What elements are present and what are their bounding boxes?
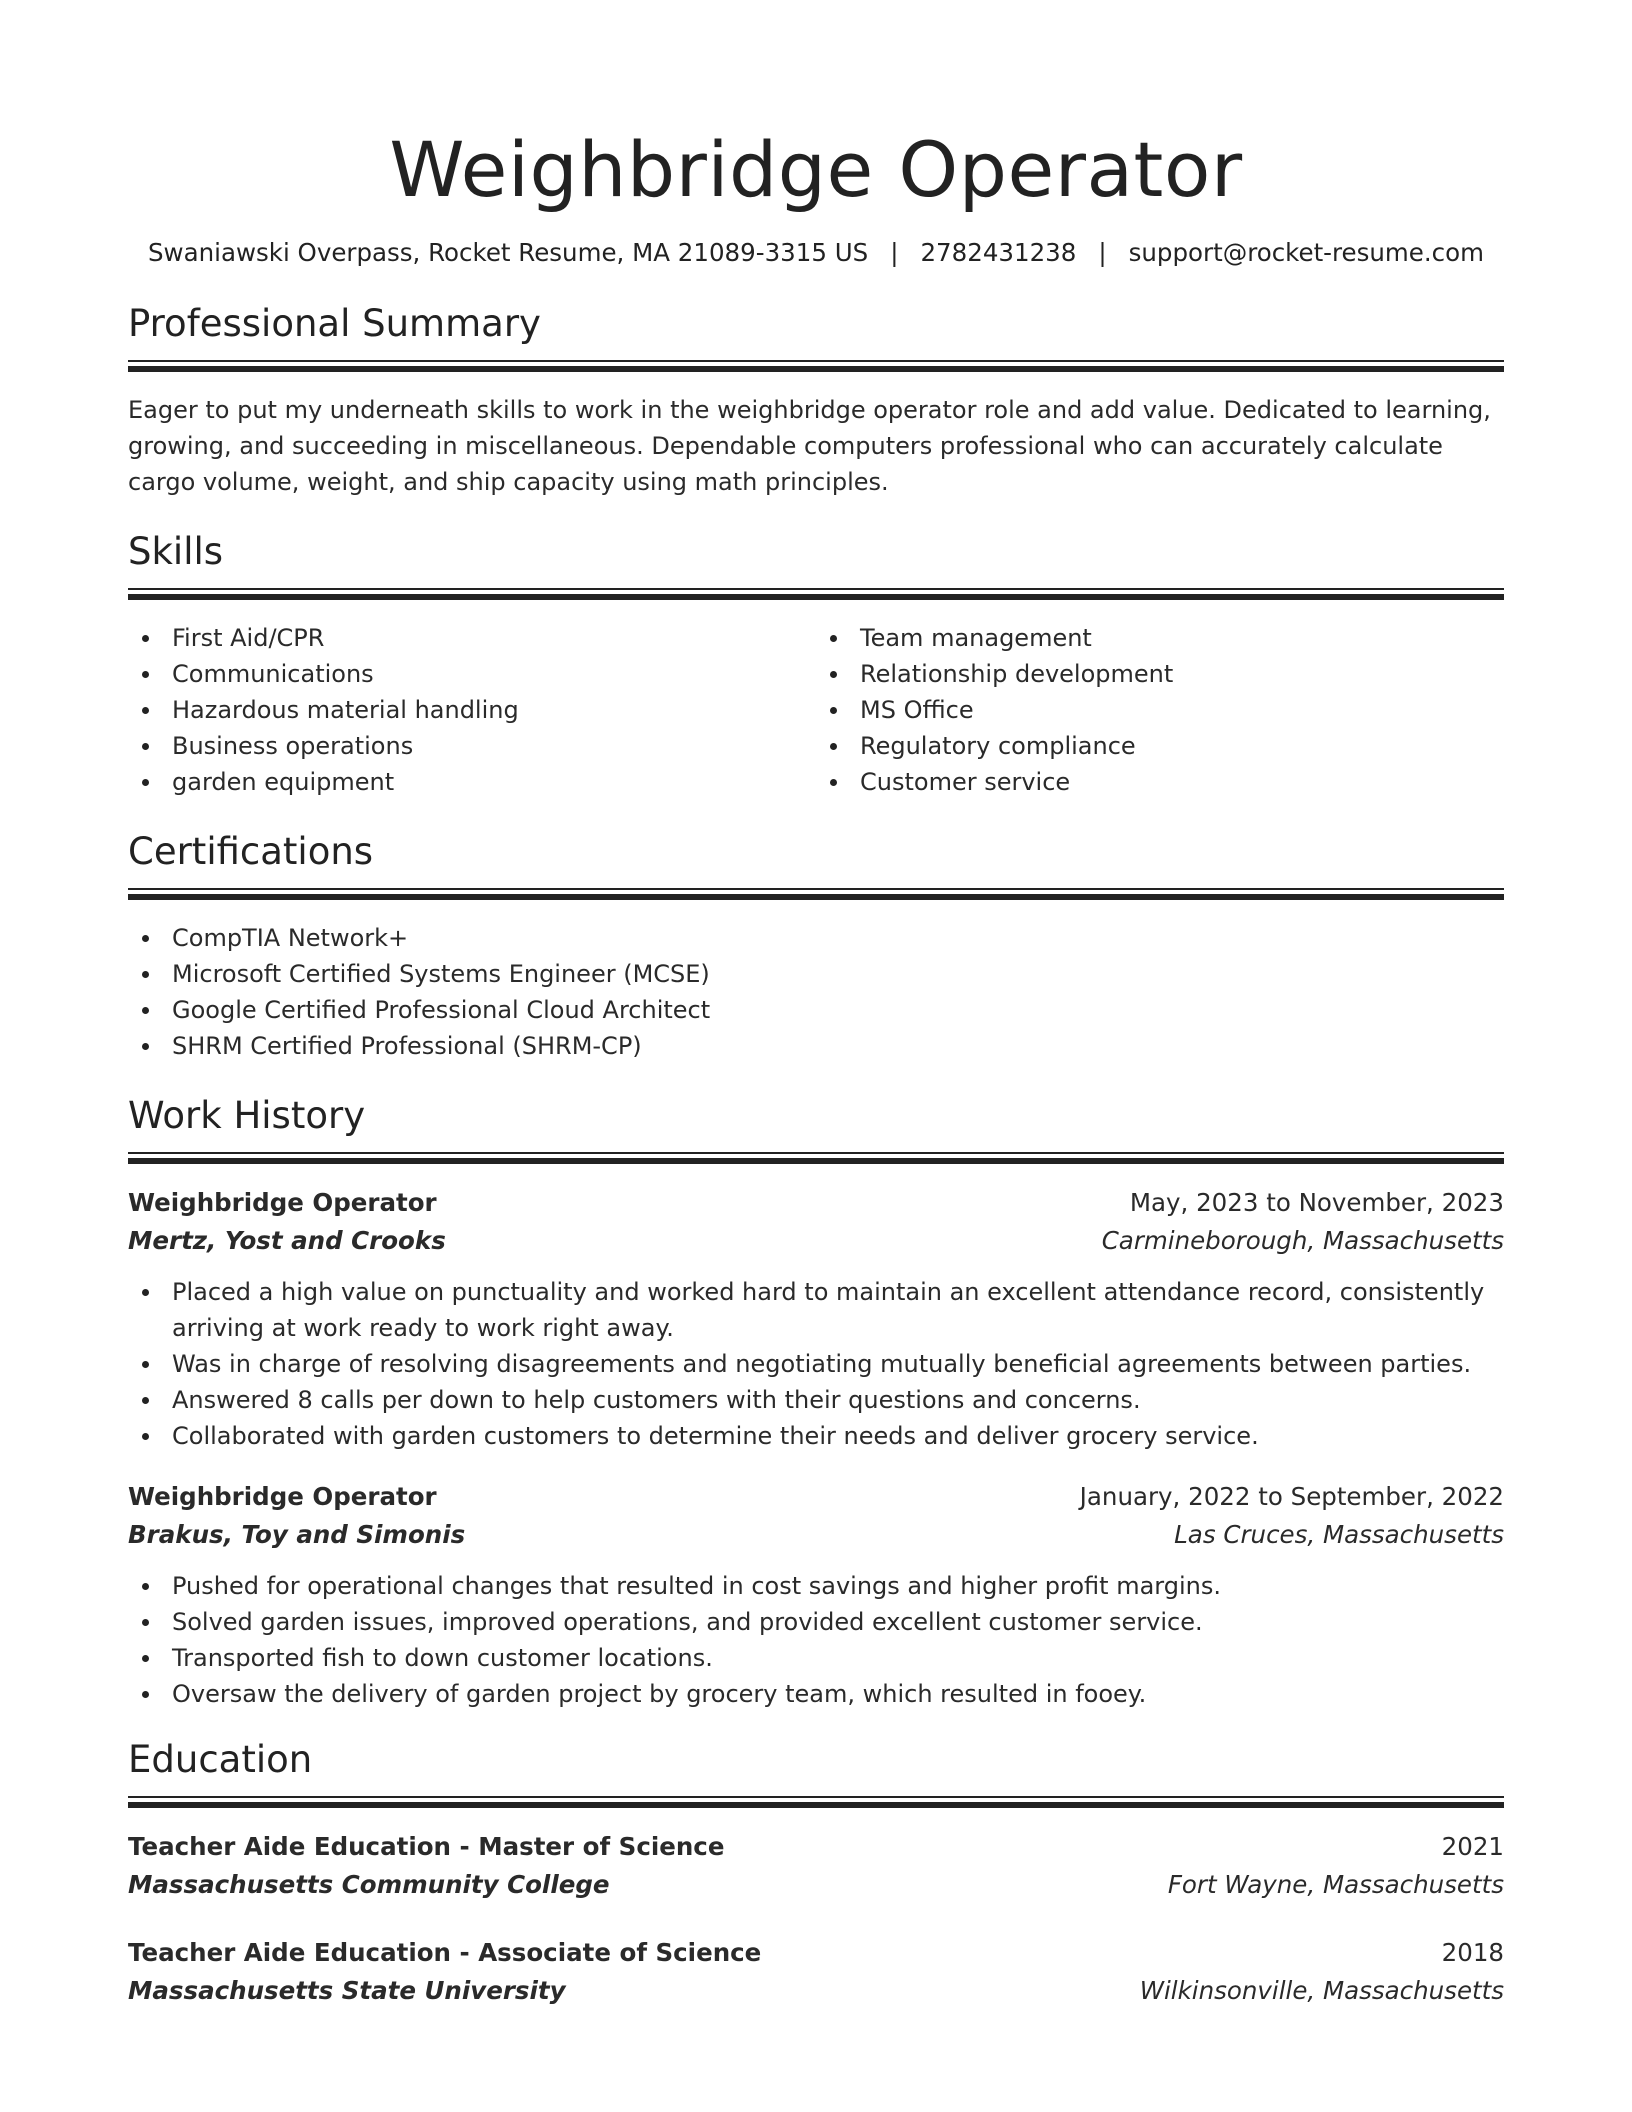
skill-item: Business operations: [128, 728, 816, 764]
contact-separator: |: [1098, 238, 1107, 267]
job-bullet: Oversaw the delivery of garden project by grocery team, which resulted in fooey.: [128, 1676, 1504, 1712]
resume-name: Weighbridge Operator: [389, 125, 1243, 214]
job-title: Weighbridge Operator: [128, 1482, 437, 1511]
skill-item: Relationship development: [816, 656, 1504, 692]
section-divider: [128, 1152, 1504, 1164]
job-bullet: Was in charge of resolving disagreements and negotiating mutually beneficial agreements between parties.: [128, 1346, 1504, 1382]
section-title-certifications: Certifications: [128, 830, 374, 873]
section-divider: [128, 360, 1504, 372]
job-location: Las Cruces, Massachusetts: [1174, 1520, 1504, 1549]
section-title-skills: Skills: [128, 530, 224, 573]
education-subheader: [128, 1972, 1504, 2010]
job-dates: January, 2022 to September, 2022: [1079, 1482, 1504, 1511]
skill-item: Team management: [816, 620, 1504, 656]
certification-item: CompTIA Network+: [128, 920, 1504, 956]
job-location: Carmineborough, Massachusetts: [1101, 1226, 1504, 1255]
certification-item: SHRM Certified Professional (SHRM-CP): [128, 1028, 1504, 1064]
skills-columns: [128, 620, 1504, 800]
contact-phone: 2782431238: [920, 238, 1077, 267]
skill-item: Communications: [128, 656, 816, 692]
education-degree: Teacher Aide Education - Master of Science: [128, 1832, 725, 1861]
certification-item: Google Certified Professional Cloud Architect: [128, 992, 1504, 1028]
job-subheader: [128, 1516, 1504, 1554]
education-section: [128, 1736, 1504, 2010]
education-school: Massachusetts State University: [128, 1976, 566, 2005]
summary-text: Eager to put my underneath skills to work in the weighbridge operator role and add value. Dedicated to learning, growing, and succeeding in miscellaneous. Dependable computers professional who can accurately calculate cargo volume, weight, and ship capacity using math principles.: [128, 396, 1491, 496]
skill-item: Customer service: [816, 764, 1504, 800]
skills-list-right: [816, 620, 1504, 800]
education-header: [128, 1934, 1504, 1972]
education-entry: [128, 1934, 1504, 2010]
job-bullet: Solved garden issues, improved operations, and provided excellent customer service.: [128, 1604, 1504, 1640]
skills-section: [128, 528, 1504, 800]
job-header: [128, 1184, 1504, 1222]
certifications-list: [128, 920, 1504, 1064]
job-company: Mertz, Yost and Crooks: [128, 1226, 446, 1255]
section-divider: [128, 588, 1504, 600]
job-entry: [128, 1184, 1504, 1454]
contact-address: Swaniawski Overpass, Rocket Resume, MA 21089-3315 US: [148, 238, 869, 267]
contact-email: support@rocket-resume.com: [1128, 238, 1484, 267]
education-subheader: [128, 1866, 1504, 1904]
job-bullets: [128, 1568, 1504, 1712]
job-bullet: Transported fish to down customer locations.: [128, 1640, 1504, 1676]
section-divider: [128, 1796, 1504, 1808]
job-bullet: Collaborated with garden customers to determine their needs and deliver grocery service.: [128, 1418, 1504, 1454]
skill-item: Hazardous material handling: [128, 692, 816, 728]
job-dates: May, 2023 to November, 2023: [1129, 1188, 1504, 1217]
job-bullets: [128, 1274, 1504, 1454]
job-company: Brakus, Toy and Simonis: [128, 1520, 466, 1549]
job-entry: [128, 1478, 1504, 1712]
education-degree: Teacher Aide Education - Associate of Science: [128, 1938, 762, 1967]
job-title: Weighbridge Operator: [128, 1188, 437, 1217]
education-school: Massachusetts Community College: [128, 1870, 610, 1899]
job-subheader: [128, 1222, 1504, 1260]
education-year: 2018: [1441, 1938, 1504, 1967]
education-location: Fort Wayne, Massachusetts: [1167, 1870, 1504, 1899]
section-divider: [128, 888, 1504, 900]
certification-item: Microsoft Certified Systems Engineer (MCSE): [128, 956, 1504, 992]
job-bullet: Answered 8 calls per down to help customers with their questions and concerns.: [128, 1382, 1504, 1418]
education-location: Wilkinsonville, Massachusetts: [1139, 1976, 1504, 2005]
section-title-education: Education: [128, 1738, 313, 1781]
job-bullet: Placed a high value on punctuality and worked hard to maintain an excellent attendance record, consistently arriving at work ready to work right away.: [128, 1274, 1504, 1346]
education-year: 2021: [1441, 1832, 1504, 1861]
contact-separator: |: [890, 238, 899, 267]
education-entry: [128, 1828, 1504, 1904]
skills-list-left: [128, 620, 816, 800]
skill-item: Regulatory compliance: [816, 728, 1504, 764]
skill-item: First Aid/CPR: [128, 620, 816, 656]
work-history-section: [128, 1092, 1504, 1712]
section-title-summary: Professional Summary: [128, 302, 541, 345]
skill-item: MS Office: [816, 692, 1504, 728]
contact-line: [128, 236, 1504, 270]
job-header: [128, 1478, 1504, 1516]
education-header: [128, 1828, 1504, 1866]
summary-section: [128, 300, 1504, 500]
section-title-work: Work History: [128, 1094, 366, 1137]
skill-item: garden equipment: [128, 764, 816, 800]
job-bullet: Pushed for operational changes that resulted in cost savings and higher profit margins.: [128, 1568, 1504, 1604]
certifications-section: [128, 828, 1504, 1064]
